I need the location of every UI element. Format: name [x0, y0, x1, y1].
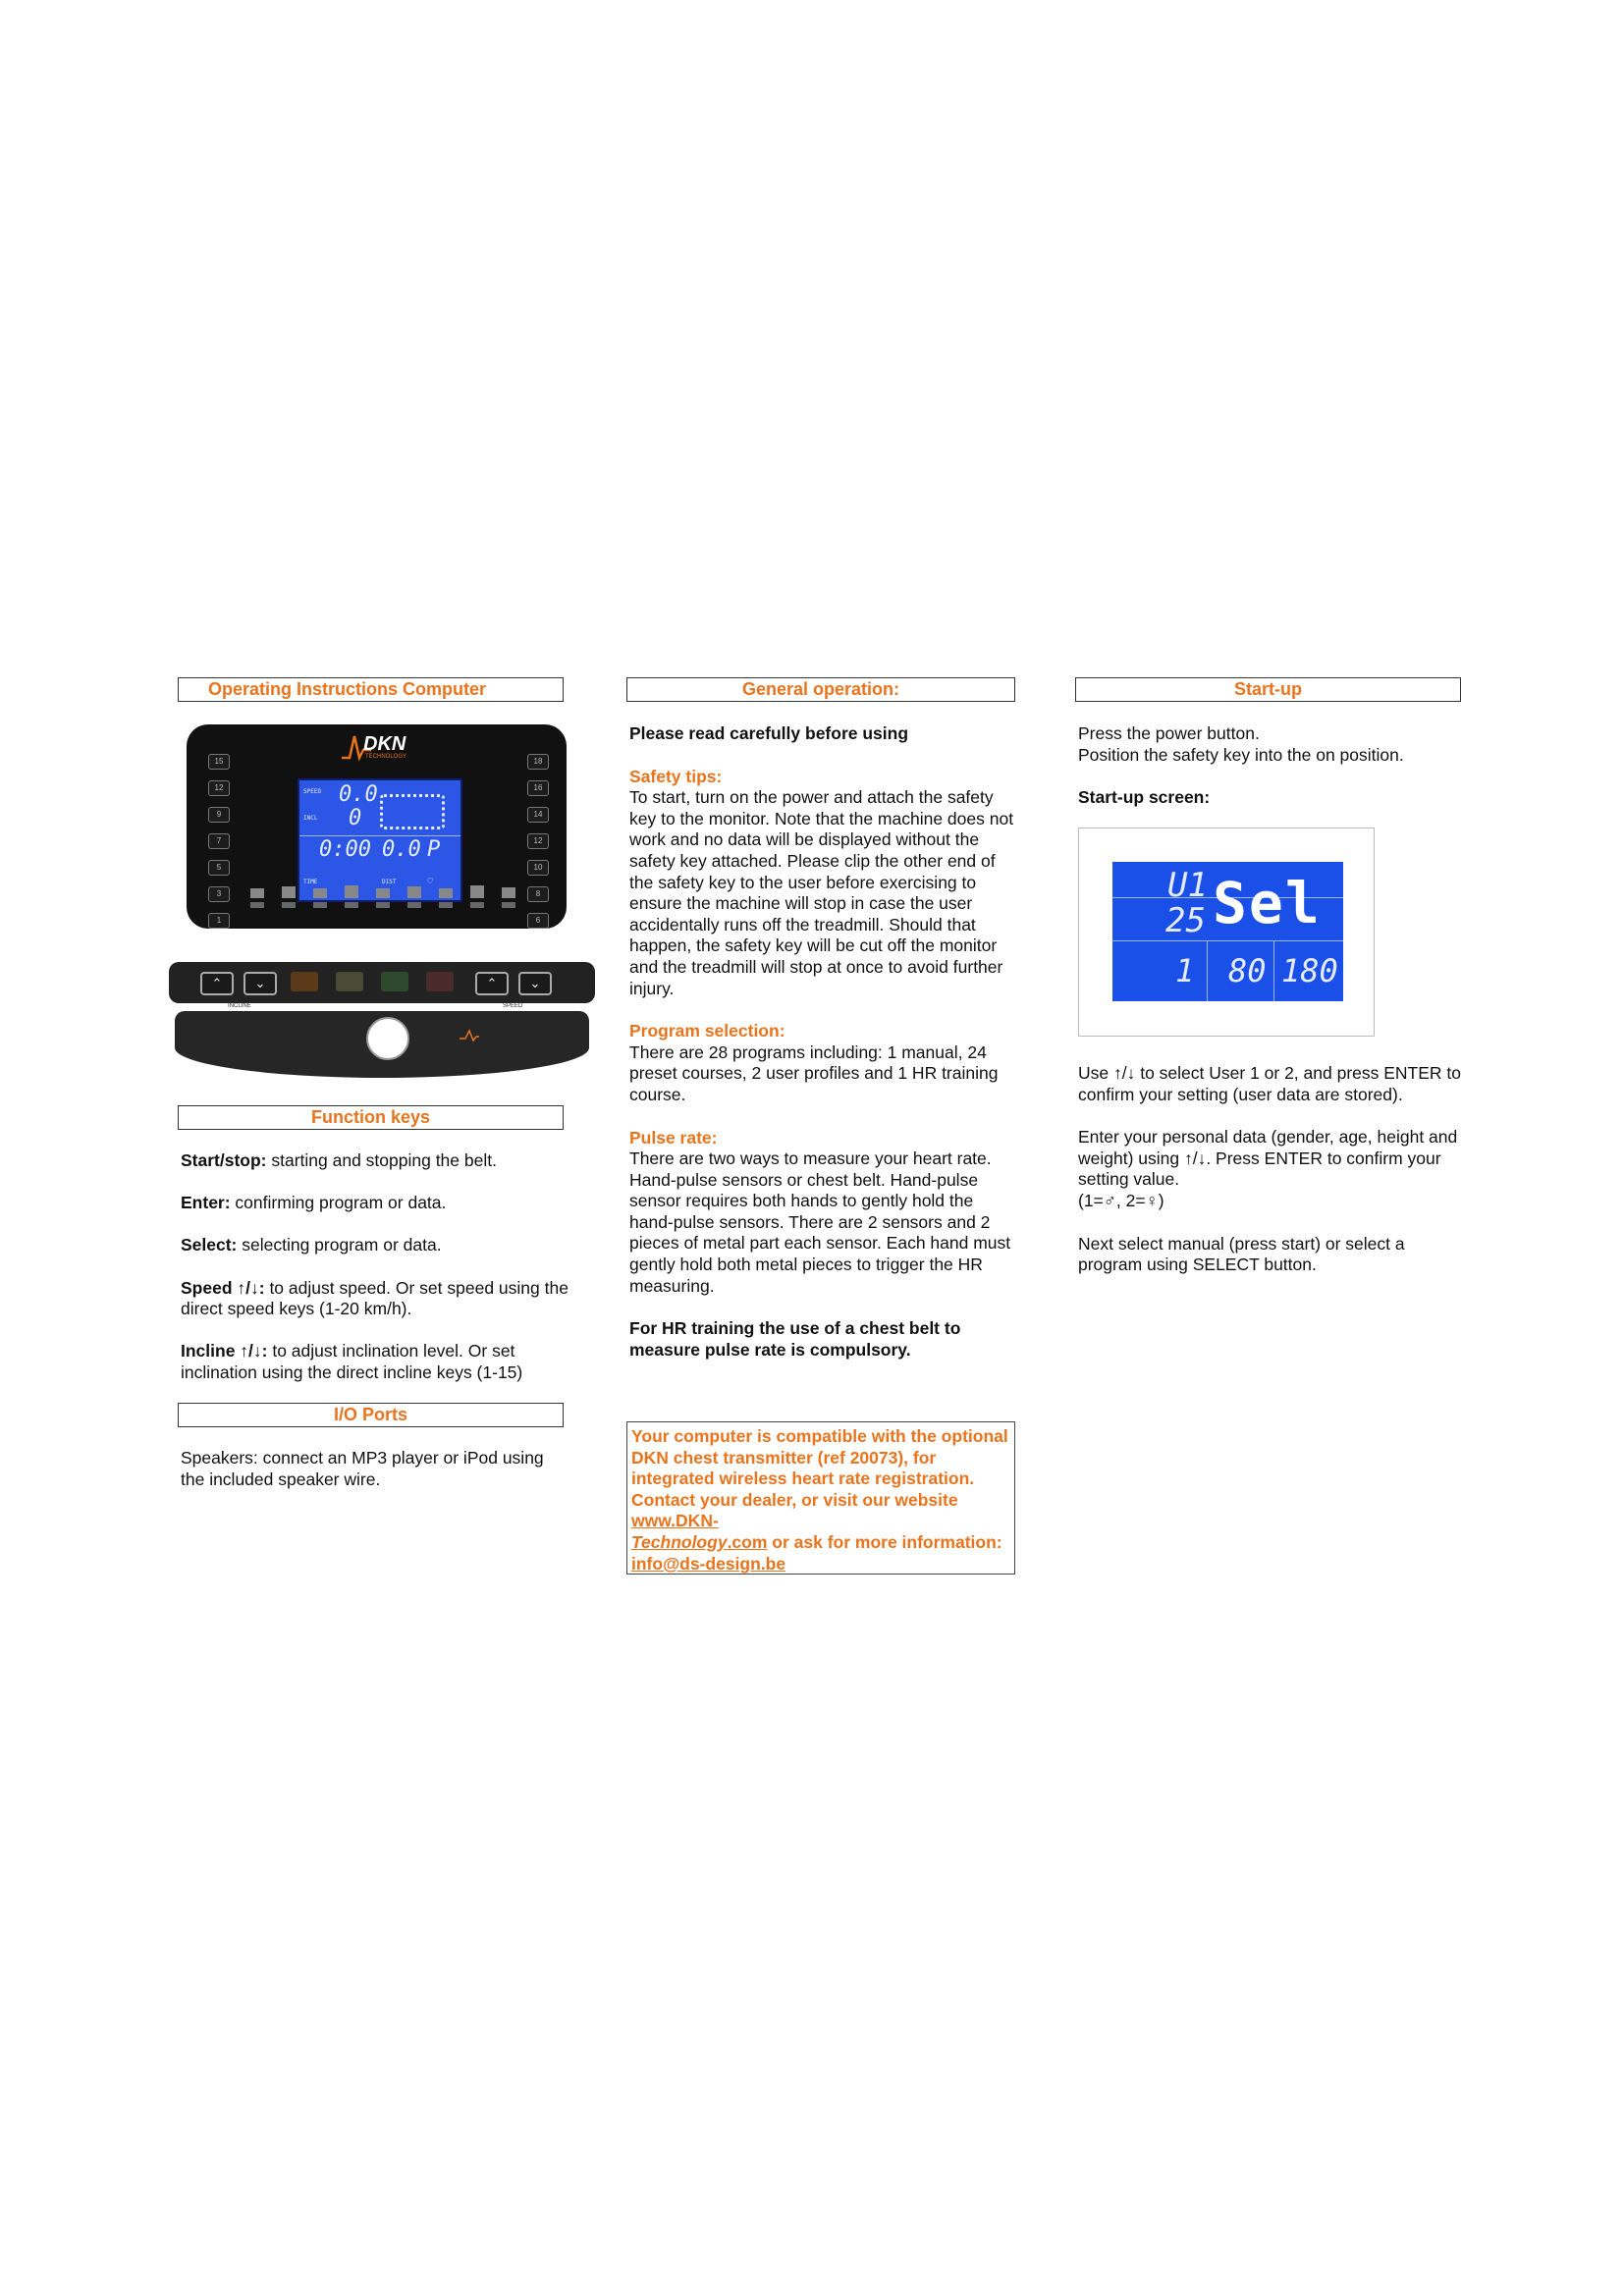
control-button-bar [169, 962, 595, 1003]
incline-key-18[interactable]: 18 [527, 754, 549, 770]
speed-up-button[interactable]: ⌃ [475, 972, 509, 995]
press-power-text: Press the power button. [1078, 723, 1260, 743]
pulse-rate-text: There are two ways to measure your heart rate. Hand-pulse sensors or chest belt. Hand-pulse sensor requires both hands to gently hold the hand-pulse sensors. There are 2 sensors and 2 pieces of metal part each sensor. Each hand must gently hold both metal pieces to trigger the HR measuring. [629, 1148, 1011, 1296]
startup-instructions [1078, 1063, 1466, 1276]
function-key-enter [181, 1193, 571, 1214]
lcd-distance-value: 0.0 [382, 837, 421, 862]
function-key-text: confirming program or data. [230, 1193, 447, 1213]
personal-data-text: Enter your personal data (gender, age, height and weight) using ↑/↓. Press ENTER to confirm your setting value. [1078, 1127, 1458, 1190]
brand-name: DKN [363, 733, 406, 755]
speed-key-12[interactable]: 12 [208, 780, 230, 796]
website-link-part: .com [727, 1531, 768, 1552]
website-link[interactable] [631, 1511, 767, 1552]
compatibility-text: Your computer is compatible with the optional DKN chest transmitter (ref 20073), for integrated wireless heart rate registration. Contact your dealer, or visit our website [631, 1426, 1008, 1510]
console-control-panel [169, 962, 595, 1080]
safety-tips-heading: Safety tips: [629, 766, 723, 786]
function-key-speed [181, 1278, 571, 1320]
safety-key-knob[interactable] [366, 1017, 409, 1060]
io-ports-paragraph: Speakers: connect an MP3 player or iPod using the included speaker wire. [181, 1448, 544, 1489]
lcd-speed-value: 0.0 [339, 782, 378, 807]
select-user-text: Use ↑/↓ to select User 1 or 2, and press ENTER to confirm your setting (user data are stored). [1078, 1063, 1462, 1104]
lcd-grid-line [1112, 940, 1343, 941]
lcd-sel-dotmatrix: Sel [1213, 870, 1322, 936]
speed-key-3[interactable]: 3 [208, 886, 230, 902]
header-general-operation: General operation: [626, 677, 1015, 702]
speed-label: SPEED [503, 1003, 523, 1009]
function-key-label: Select: [181, 1235, 238, 1255]
chest-transmitter-box [626, 1421, 1015, 1575]
brand-pulse-icon [460, 1029, 479, 1042]
incline-key-6[interactable]: 6 [527, 913, 549, 929]
select-button[interactable] [291, 972, 318, 991]
header-start-up: Start-up [1075, 677, 1461, 702]
io-ports-text [181, 1448, 554, 1490]
speed-key-7[interactable]: 7 [208, 833, 230, 849]
hr-training-note: For HR training the use of a chest belt to measure pulse rate is compulsory. [629, 1318, 961, 1360]
lcd-time-label: TIME [303, 879, 318, 885]
website-link-part: Technology [631, 1531, 728, 1552]
safety-tips-text: To start, turn on the power and attach the safety key to the monitor. Note that the machine does not work and no data will be displayed without the safety key attached. Please clip the other end of the safety key to the user before exercising to ensure the machine will stop in case the user accidentally runs off the treadmill. Should that happen, the safety key will be cut off the monitor and the treadmill will stop at once to avoid further injury. [629, 787, 1014, 998]
function-key-select [181, 1235, 571, 1256]
lcd-dot-matrix [380, 794, 445, 829]
speed-key-15[interactable]: 15 [208, 754, 230, 770]
lcd-height-value: 80 [1228, 952, 1267, 989]
startup-intro [1078, 723, 1466, 809]
lcd-gender-value: 1 [1175, 952, 1195, 989]
function-key-text: selecting program or data. [237, 1235, 442, 1255]
brand-subtitle: TECHNOLOGY [365, 754, 407, 760]
lcd-distance-label: DIST [382, 879, 397, 885]
incline-key-8[interactable]: 8 [527, 886, 549, 902]
incline-key-16[interactable]: 16 [527, 780, 549, 796]
program-selection-heading: Program selection: [629, 1021, 785, 1041]
general-operation-body [629, 723, 1020, 1361]
speed-down-button[interactable]: ⌄ [518, 972, 552, 995]
email-link[interactable]: info@ds-design.be [631, 1553, 786, 1574]
incline-key-14[interactable]: 14 [527, 807, 549, 823]
program-profile-bars-icon [241, 881, 604, 910]
lcd-incline-value: 0 [349, 806, 362, 830]
lcd-grid-line [1273, 940, 1274, 1001]
speed-key-5[interactable]: 5 [208, 860, 230, 876]
lcd-weight-value: 180 [1281, 952, 1338, 989]
lcd-incline-label: INCL [303, 815, 318, 822]
lcd-grid-line [1207, 940, 1208, 1001]
lcd-divider [299, 835, 460, 836]
function-key-text: to adjust inclination level. Or set inclination using the direct incline keys (1-15) [181, 1341, 523, 1382]
function-key-label: Speed ↑/↓: [181, 1277, 265, 1298]
header-io-ports: I/O Ports [178, 1403, 564, 1427]
lcd-speed-label: SPEED [303, 788, 322, 795]
gender-legend-text: (1=♂, 2=♀) [1078, 1190, 1164, 1210]
program-profile-icons [241, 881, 604, 922]
enter-button[interactable] [336, 972, 363, 991]
header-operating-instructions: Operating Instructions Computer [178, 677, 564, 702]
function-key-start-stop [181, 1150, 571, 1172]
stop-button[interactable] [426, 972, 454, 991]
function-key-label: Incline ↑/↓: [181, 1341, 268, 1362]
lcd-program-value: P [427, 837, 441, 862]
function-key-text: to adjust speed. Or set speed using the direct speed keys (1-20 km/h). [181, 1277, 568, 1319]
read-carefully-note: Please read carefully before using [629, 723, 909, 743]
safety-key-position-text: Position the safety key into the on position. [1078, 744, 1404, 765]
incline-up-button[interactable]: ⌃ [200, 972, 234, 995]
lcd-time-value: 0:00 [319, 837, 371, 862]
incline-down-button[interactable]: ⌄ [244, 972, 277, 995]
pulse-rate-heading: Pulse rate: [629, 1127, 718, 1148]
startup-screen-heading: Start-up screen: [1078, 787, 1211, 808]
lcd-user-value: U1 [1167, 866, 1208, 905]
dkn-logo [342, 732, 420, 762]
program-selection-text: There are 28 programs including: 1 manual, 24 preset courses, 2 user profiles and 1 HR training course. [629, 1041, 999, 1104]
start-button[interactable] [381, 972, 408, 991]
startup-lcd [1112, 862, 1343, 1001]
speed-key-9[interactable]: 9 [208, 807, 230, 823]
console-lower-housing [175, 1011, 589, 1078]
function-keys-list [181, 1150, 571, 1384]
header-function-keys: Function keys [178, 1105, 564, 1130]
function-key-label: Start/stop: [181, 1150, 267, 1170]
function-key-label: Enter: [181, 1193, 231, 1213]
function-key-text: starting and stopping the belt. [266, 1150, 497, 1170]
function-key-incline [181, 1341, 571, 1383]
website-link-part: www.DKN- [631, 1511, 719, 1531]
incline-key-10[interactable]: 10 [527, 860, 549, 876]
speed-key-1[interactable]: 1 [208, 913, 230, 929]
lcd-age-value: 25 [1165, 901, 1206, 940]
incline-key-12[interactable]: 12 [527, 833, 549, 849]
heart-icon: ♡ [427, 877, 434, 887]
next-select-text: Next select manual (press start) or select a program using SELECT button. [1078, 1233, 1405, 1275]
more-info-text: or ask for more information: [767, 1531, 1002, 1552]
incline-label: INCLINE [228, 1003, 251, 1009]
left-key-column [208, 754, 228, 939]
